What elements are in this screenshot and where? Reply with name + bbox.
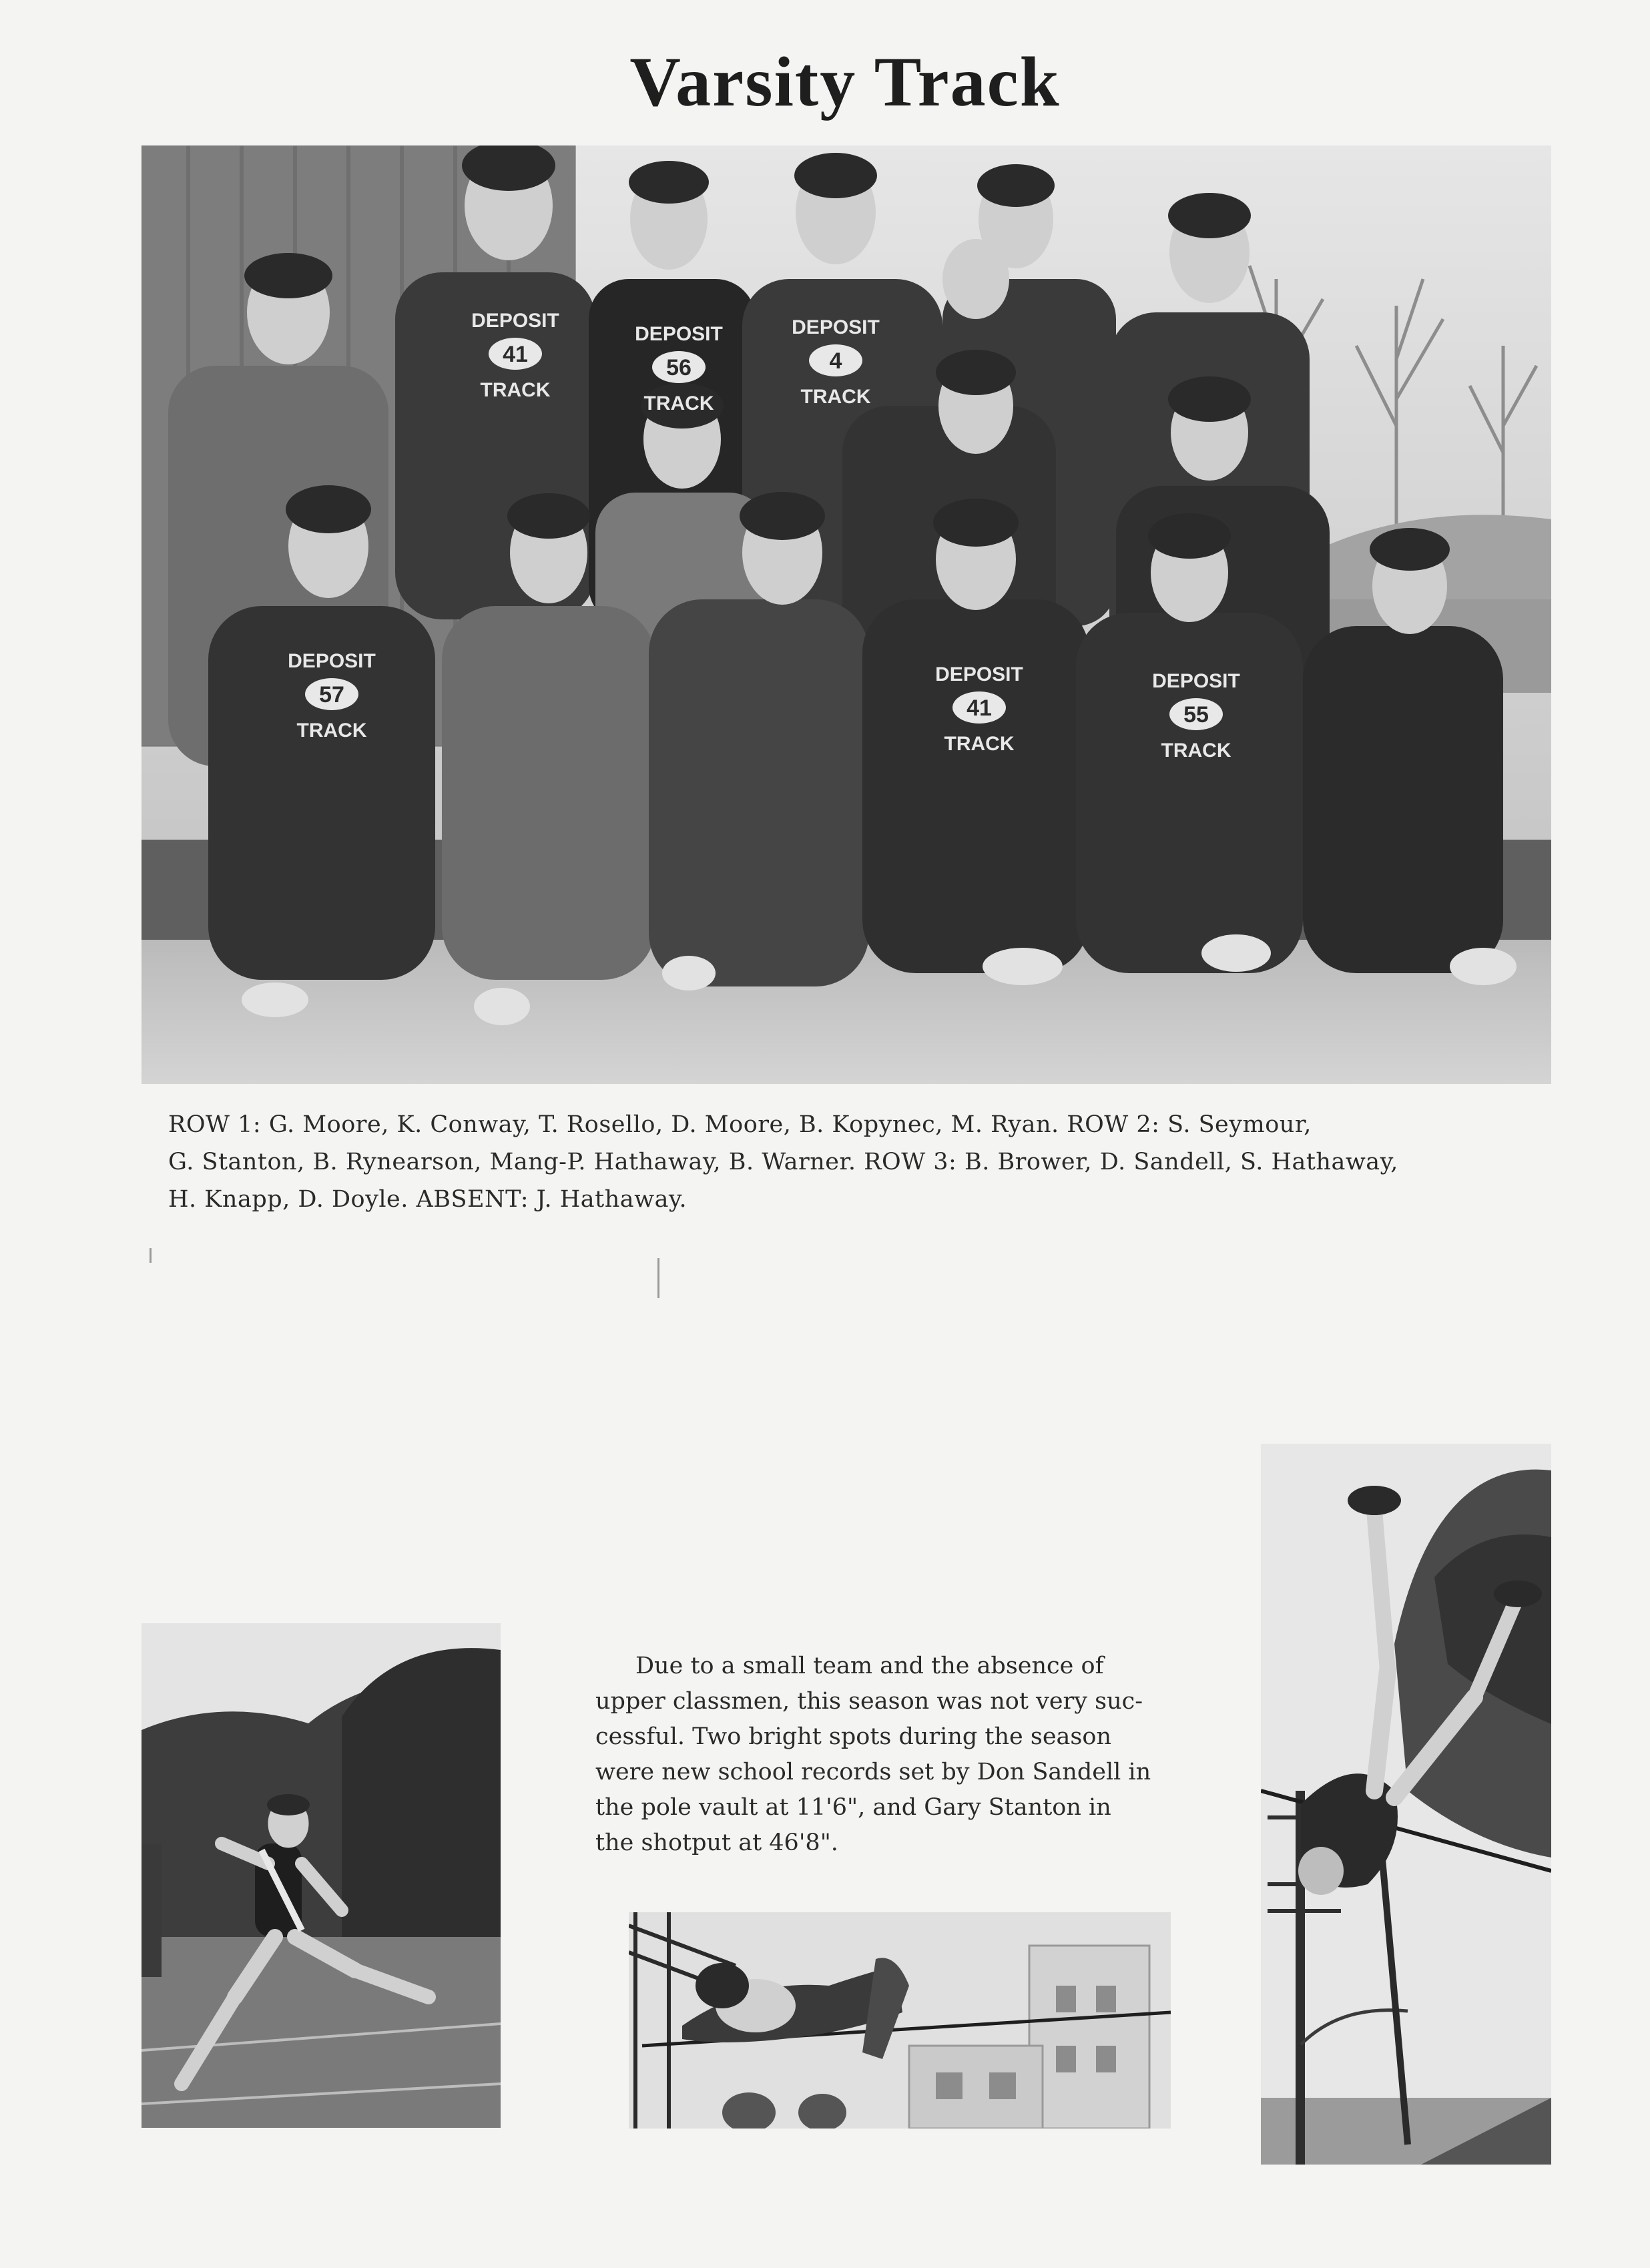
summary-line: were new school records set by Don Sandell in [595, 1759, 1151, 1785]
sweater-bottom: TRACK [800, 386, 871, 408]
sweater-bottom: TRACK [480, 379, 551, 401]
team-photo [142, 146, 1551, 1084]
caption-line: ROW 1: G. Moore, K. Conway, T. Rosello, D. Moore, B. Kopynec, M. Ryan. ROW 2: S. Seymour, [168, 1111, 1312, 1138]
summary-line: the pole vault at 11'6", and Gary Stanton in [595, 1794, 1111, 1821]
sweater-top: DEPOSIT [635, 323, 723, 345]
sweater-number: 4 [829, 348, 842, 374]
sweater-number: 41 [967, 695, 992, 721]
paper-speck [150, 1248, 152, 1263]
caption-line: G. Stanton, B. Rynearson, Mang-P. Hathaway, B. Warner. ROW 3: B. Brower, D. Sandell, S. Hathaway, [168, 1149, 1398, 1175]
season-summary [595, 1649, 1183, 1861]
team-photo-image [142, 146, 1551, 1084]
summary-line: Due to a small team and the absence of [635, 1653, 1104, 1679]
high-jump-photo [629, 1912, 1171, 2129]
sweater-number: 56 [666, 355, 692, 380]
sweater-top: DEPOSIT [1152, 670, 1240, 692]
summary-line: upper classmen, this season was not very suc- [595, 1688, 1143, 1715]
page-title: Varsity Track [629, 43, 1061, 121]
high-jump-photo-image [629, 1912, 1171, 2129]
sweater-top: DEPOSIT [471, 310, 559, 332]
sweater-number: 55 [1183, 702, 1209, 728]
pole-vault-photo-image [1261, 1444, 1551, 2165]
sweater-bottom: TRACK [1161, 740, 1231, 762]
sweater-bottom: TRACK [944, 733, 1015, 755]
summary-line: the shotput at 46'8". [595, 1829, 838, 1856]
runner-photo [142, 1623, 501, 2128]
sweater-number: 41 [503, 342, 528, 367]
sweater-number: 57 [319, 682, 344, 707]
team-caption [168, 1106, 1543, 1218]
sweater-bottom: TRACK [296, 720, 367, 742]
summary-line: cessful. Two bright spots during the season [595, 1723, 1111, 1750]
sweater-bottom: TRACK [643, 392, 714, 414]
sweater-top: DEPOSIT [792, 316, 880, 338]
paper-speck [657, 1258, 659, 1298]
runner-photo-image [142, 1623, 501, 2128]
pole-vault-photo [1261, 1444, 1551, 2165]
sweater-top: DEPOSIT [288, 650, 376, 672]
caption-line: H. Knapp, D. Doyle. ABSENT: J. Hathaway. [168, 1186, 688, 1213]
sweater-top: DEPOSIT [935, 663, 1023, 685]
